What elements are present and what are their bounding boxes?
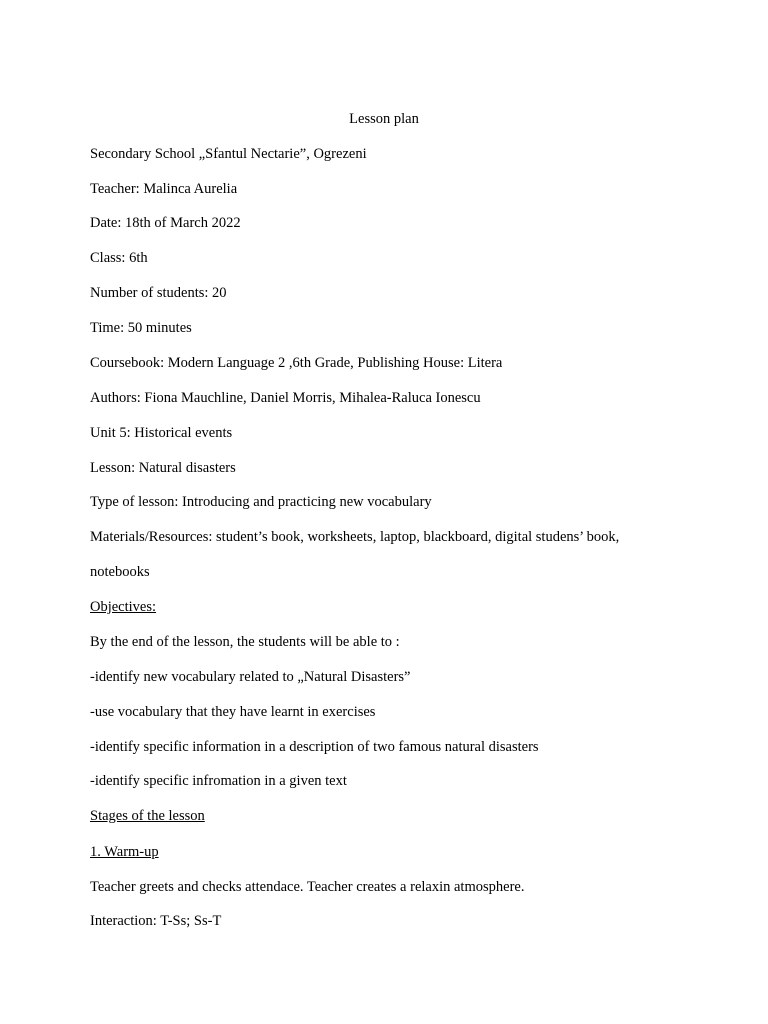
objectives-heading: Objectives: <box>90 599 157 615</box>
students-line: Number of students: 20 <box>90 285 227 301</box>
document-title: Lesson plan <box>349 111 419 127</box>
objectives-intro: By the end of the lesson, the students will be able to : <box>90 634 400 650</box>
stage-1-interaction: Interaction: T-Ss; Ss-T <box>90 913 222 929</box>
objective-item: -identify specific information in a description of two famous natural disasters <box>90 739 539 755</box>
authors-line: Authors: Fiona Mauchline, Daniel Morris, Mihalea-Raluca Ionescu <box>90 390 481 406</box>
objective-item: -identify specific infromation in a given text <box>90 773 347 789</box>
coursebook-line: Coursebook: Modern Language 2 ,6th Grade, Publishing House: Litera <box>90 355 503 371</box>
school-line: Secondary School „Sfantul Nectarie”, Ogrezeni <box>90 146 367 162</box>
class-line: Class: 6th <box>90 250 148 266</box>
stage-1-heading: 1. Warm-up <box>90 844 159 860</box>
unit-line: Unit 5: Historical events <box>90 425 233 441</box>
materials-line-2: notebooks <box>90 564 150 580</box>
lesson-line: Lesson: Natural disasters <box>90 460 236 476</box>
lesson-type-line: Type of lesson: Introducing and practicing new vocabulary <box>90 494 432 510</box>
teacher-line: Teacher: Malinca Aurelia <box>90 181 238 197</box>
stages-heading: Stages of the lesson <box>90 808 205 824</box>
objective-item: -use vocabulary that they have learnt in exercises <box>90 704 376 720</box>
objective-item: -identify new vocabulary related to „Natural Disasters” <box>90 669 411 685</box>
time-line: Time: 50 minutes <box>90 320 192 336</box>
materials-line-1: Materials/Resources: student’s book, worksheets, laptop, blackboard, digital studens’ book, <box>90 529 620 545</box>
date-line: Date: 18th of March 2022 <box>90 215 241 231</box>
stage-1-text: Teacher greets and checks attendace. Teacher creates a relaxin atmosphere. <box>90 879 525 895</box>
